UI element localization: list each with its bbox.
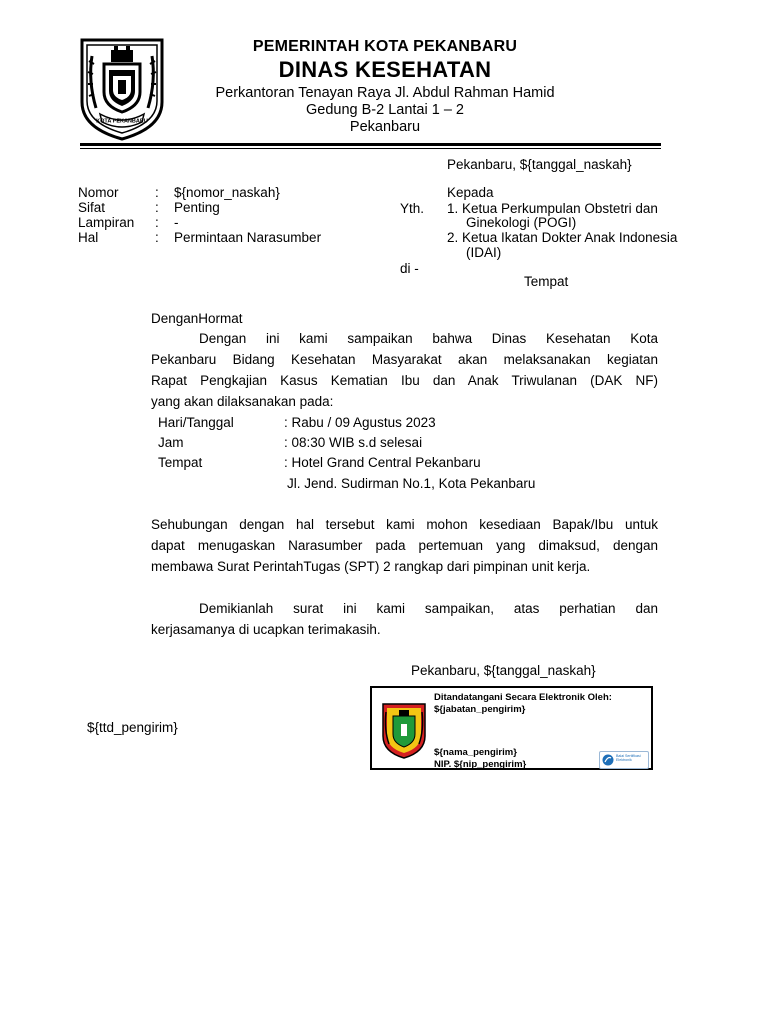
meta-label-lampiran: Lampiran [78,215,135,230]
meta-sep-hal: : [155,230,159,245]
paragraph-2-line-2: dapat menugaskan Narasumber pada pertemuan yang dimaksud, dengan [151,538,658,553]
signature-nama: ${nama_pengirim} [434,747,517,758]
recipient-tempat: Tempat [524,274,569,289]
schedule-value-date: : Rabu / 09 Agustus 2023 [284,415,436,430]
recipient-2-line1: 2. Ketua Ikatan Dokter Anak Indonesia [447,230,678,245]
greeting: DenganHormat [151,311,243,326]
paragraph-1-line-4: yang akan dilaksanakan pada: [151,394,334,409]
logo-ribbon-text: KOTA PEKANBARU [96,118,148,125]
header-rule-thick [80,143,661,146]
paragraph-2-line-1: Sehubungan dengan hal tersebut kami mohon kesediaan Bapak/Ibu untuk [151,517,658,532]
signature-jabatan: ${jabatan_pengirim} [434,704,526,715]
schedule-value-place: : Hotel Grand Central Pekanbaru [284,455,481,470]
signature-placeholder: ${ttd_pengirim} [87,720,178,735]
meta-value-nomor: ${nomor_naskah} [174,185,280,200]
meta-sep-lampiran: : [155,215,159,230]
meta-label-sifat: Sifat [78,200,106,215]
letter-date: Pekanbaru, ${tanggal_naskah} [447,157,632,172]
header-address-2: Gedung B-2 Lantai 1 – 2 [305,102,464,118]
header-rule-thin [80,148,661,149]
schedule-label-place: Tempat [158,455,203,470]
signature-box-title: Ditandatangani Secara Elektronik Oleh: [434,692,612,703]
recipient-1-line1: 1. Ketua Perkumpulan Obstetri dan [447,201,658,216]
recipient-2-line2: (IDAI) [466,245,502,260]
paragraph-3-line-2: kerjasamanya di ucapkan terimakasih. [151,622,381,637]
meta-value-hal: Permintaan Narasumber [174,230,322,245]
paragraph-1-line-2: Pekanbaru Bidang Kesehatan Masyarakat akan melaksanakan kegiatan [151,352,658,367]
schedule-label-time: Jam [158,435,184,450]
header-department: DINAS KESEHATAN [278,57,492,82]
header-address-1: Perkantoran Tenayan Raya Jl. Abdul Rahman Hamid [215,85,555,101]
meta-value-sifat: Penting [174,200,220,215]
electronic-signature-box [370,686,653,770]
schedule-address: Jl. Jend. Sudirman No.1, Kota Pekanbaru [287,476,536,491]
recipient-kepada: Kepada [447,185,494,200]
signature-nip: NIP. ${nip_pengirim} [434,759,527,770]
schedule-label-date: Hari/Tanggal [158,415,234,430]
signature-date: Pekanbaru, ${tanggal_naskah} [411,663,596,678]
recipient-yth: Yth. [400,201,425,216]
signature-emblem-logo [381,702,427,760]
schedule-value-time: : 08:30 WIB s.d selesai [284,435,423,450]
paragraph-2-line-3: membawa Surat PerintahTugas (SPT) 2 rangkap dari pimpinan unit kerja. [151,559,591,574]
meta-sep-sifat: : [155,200,159,215]
city-emblem-logo [78,36,166,142]
meta-value-lampiran: - [174,215,179,230]
meta-sep-nomor: : [155,185,159,200]
header-city: Pekanbaru [349,119,421,135]
paragraph-3-line-1: Demikianlah surat ini kami sampaikan, atas perhatian dan [199,601,658,616]
bsre-badge [599,751,649,769]
meta-label-nomor: Nomor [78,185,119,200]
header-government: PEMERINTAH KOTA PEKANBARU [252,38,518,55]
bsre-logo-icon [602,754,614,766]
meta-label-hal: Hal [78,230,99,245]
paragraph-1-line-3: Rapat Pengkajian Kasus Kematian Ibu dan Anak Triwulanan (DAK NF) [151,373,658,388]
bsre-badge-text: Balai Sertifikasi Elektronik [616,754,641,763]
paragraph-1-line-1: Dengan ini kami sampaikan bahwa Dinas Kesehatan Kota [199,331,658,346]
recipient-di: di - [400,261,419,276]
recipient-1-line2: Ginekologi (POGI) [466,215,577,230]
